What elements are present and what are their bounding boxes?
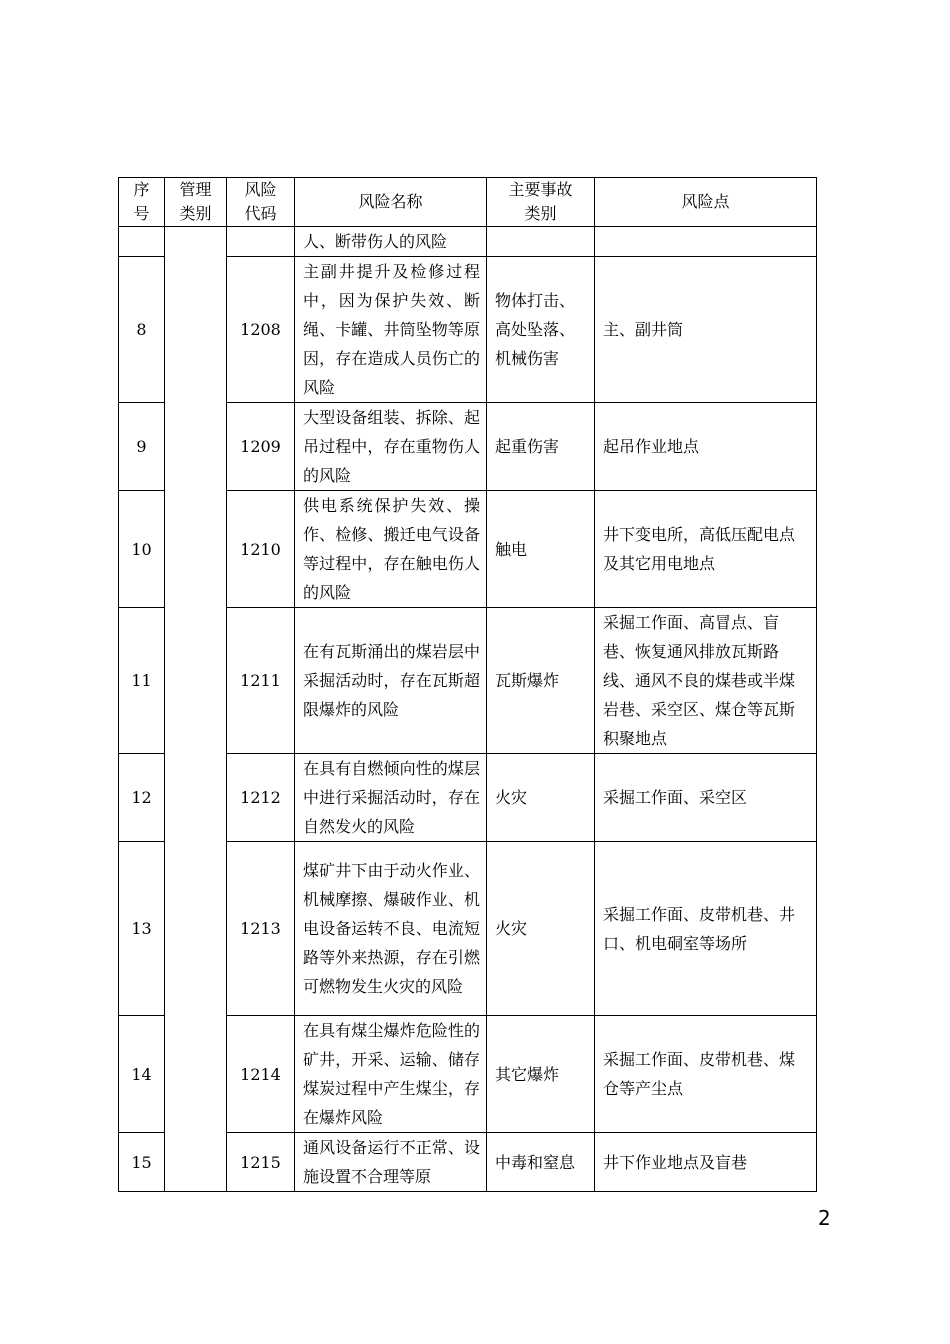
cell-point: 采掘工作面、皮带机巷、井口、机电硐室等场所 — [595, 842, 817, 1016]
cell-name — [295, 403, 487, 491]
cell-point: 采掘工作面、高冒点、盲巷、恢复通风排放瓦斯路线、通风不良的煤巷或半煤岩巷、采空区、煤仓等瓦斯积聚地点 — [595, 608, 817, 754]
cell-code: 1212 — [227, 754, 295, 842]
cell-accident: 其它爆炸 — [487, 1016, 595, 1133]
cell-point: 起吊作业地点 — [595, 403, 817, 491]
cell-code: 1211 — [227, 608, 295, 754]
cell-point: 采掘工作面、采空区 — [595, 754, 817, 842]
cell-accident: 火灾 — [487, 842, 595, 1016]
cell-name-text: 大型设备组装、拆除、起吊过程中，存在重物伤人的风险 — [303, 408, 480, 485]
header-point: 风险点 — [595, 178, 817, 227]
cell-seq: 8 — [119, 257, 165, 403]
cell-code: 1214 — [227, 1016, 295, 1133]
cell-accident: 起重伤害 — [487, 403, 595, 491]
cell-point: 采掘工作面、皮带机巷、煤仓等产尘点 — [595, 1016, 817, 1133]
header-seq: 序 号 — [119, 178, 165, 227]
cell-accident: 火灾 — [487, 754, 595, 842]
cell-seq: 14 — [119, 1016, 165, 1133]
cell-code — [227, 227, 295, 257]
cell-accident — [487, 227, 595, 257]
cell-name-text: 通风设备运行不正常、设施设置不合理等原 — [303, 1138, 480, 1186]
cell-accident: 物体打击、高处坠落、机械伤害 — [487, 257, 595, 403]
cell-code: 1210 — [227, 491, 295, 608]
cell-name-text: 在有瓦斯涌出的煤岩层中采掘活动时，存在瓦斯超限爆炸的风险 — [303, 642, 480, 719]
cell-seq — [119, 227, 165, 257]
cell-code: 1215 — [227, 1133, 295, 1192]
cell-seq: 12 — [119, 754, 165, 842]
cell-point — [595, 227, 817, 257]
cell-name-text: 在具有自燃倾向性的煤层中进行采掘活动时，存在自然发火的风险 — [303, 759, 480, 836]
cell-name — [295, 257, 487, 403]
header-accident: 主要事故 类别 — [487, 178, 595, 227]
cell-name-text: 煤矿井下由于动火作业、机械摩擦、爆破作业、机电设备运转不良、电流短路等外来热源，存在引燃可燃物发生火灾的风险 — [303, 861, 480, 996]
cell-name — [295, 1016, 487, 1133]
cell-accident: 触电 — [487, 491, 595, 608]
cell-name-text: 供电系统保护失效、操作、检修、搬迁电气设备等过程中，存在触电伤人的风险 — [303, 496, 480, 602]
cell-name — [295, 754, 487, 842]
cell-category-merged — [165, 227, 227, 1192]
cell-name: 人、断带伤人的风险 — [295, 227, 487, 257]
risk-table — [118, 177, 817, 1192]
cell-name — [295, 842, 487, 1016]
cell-code: 1209 — [227, 403, 295, 491]
cell-seq: 13 — [119, 842, 165, 1016]
header-category: 管理 类别 — [165, 178, 227, 227]
cell-seq: 11 — [119, 608, 165, 754]
cell-name-text: 主副井提升及检修过程中，因为保护失效、断绳、卡罐、井筒坠物等原因，存在造成人员伤亡的风险 — [303, 262, 480, 397]
cell-seq: 9 — [119, 403, 165, 491]
header-code: 风险 代码 — [227, 178, 295, 227]
cell-name — [295, 491, 487, 608]
cell-point: 井下作业地点及盲巷 — [595, 1133, 817, 1192]
cell-seq: 15 — [119, 1133, 165, 1192]
cell-seq: 10 — [119, 491, 165, 608]
cell-accident: 瓦斯爆炸 — [487, 608, 595, 754]
cell-point: 主、副井筒 — [595, 257, 817, 403]
header-name: 风险名称 — [295, 178, 487, 227]
cell-code: 1213 — [227, 842, 295, 1016]
header-row — [119, 178, 817, 227]
page-number: 2 — [818, 1206, 831, 1230]
cell-name — [295, 1133, 487, 1192]
cell-code: 1208 — [227, 257, 295, 403]
cell-name — [295, 608, 487, 754]
continuation-row — [119, 227, 817, 257]
cell-accident: 中毒和窒息 — [487, 1133, 595, 1192]
cell-point: 井下变电所，高低压配电点及其它用电地点 — [595, 491, 817, 608]
cell-name-text: 在具有煤尘爆炸危险性的矿井，开采、运输、储存煤炭过程中产生煤尘，存在爆炸风险 — [303, 1021, 480, 1127]
